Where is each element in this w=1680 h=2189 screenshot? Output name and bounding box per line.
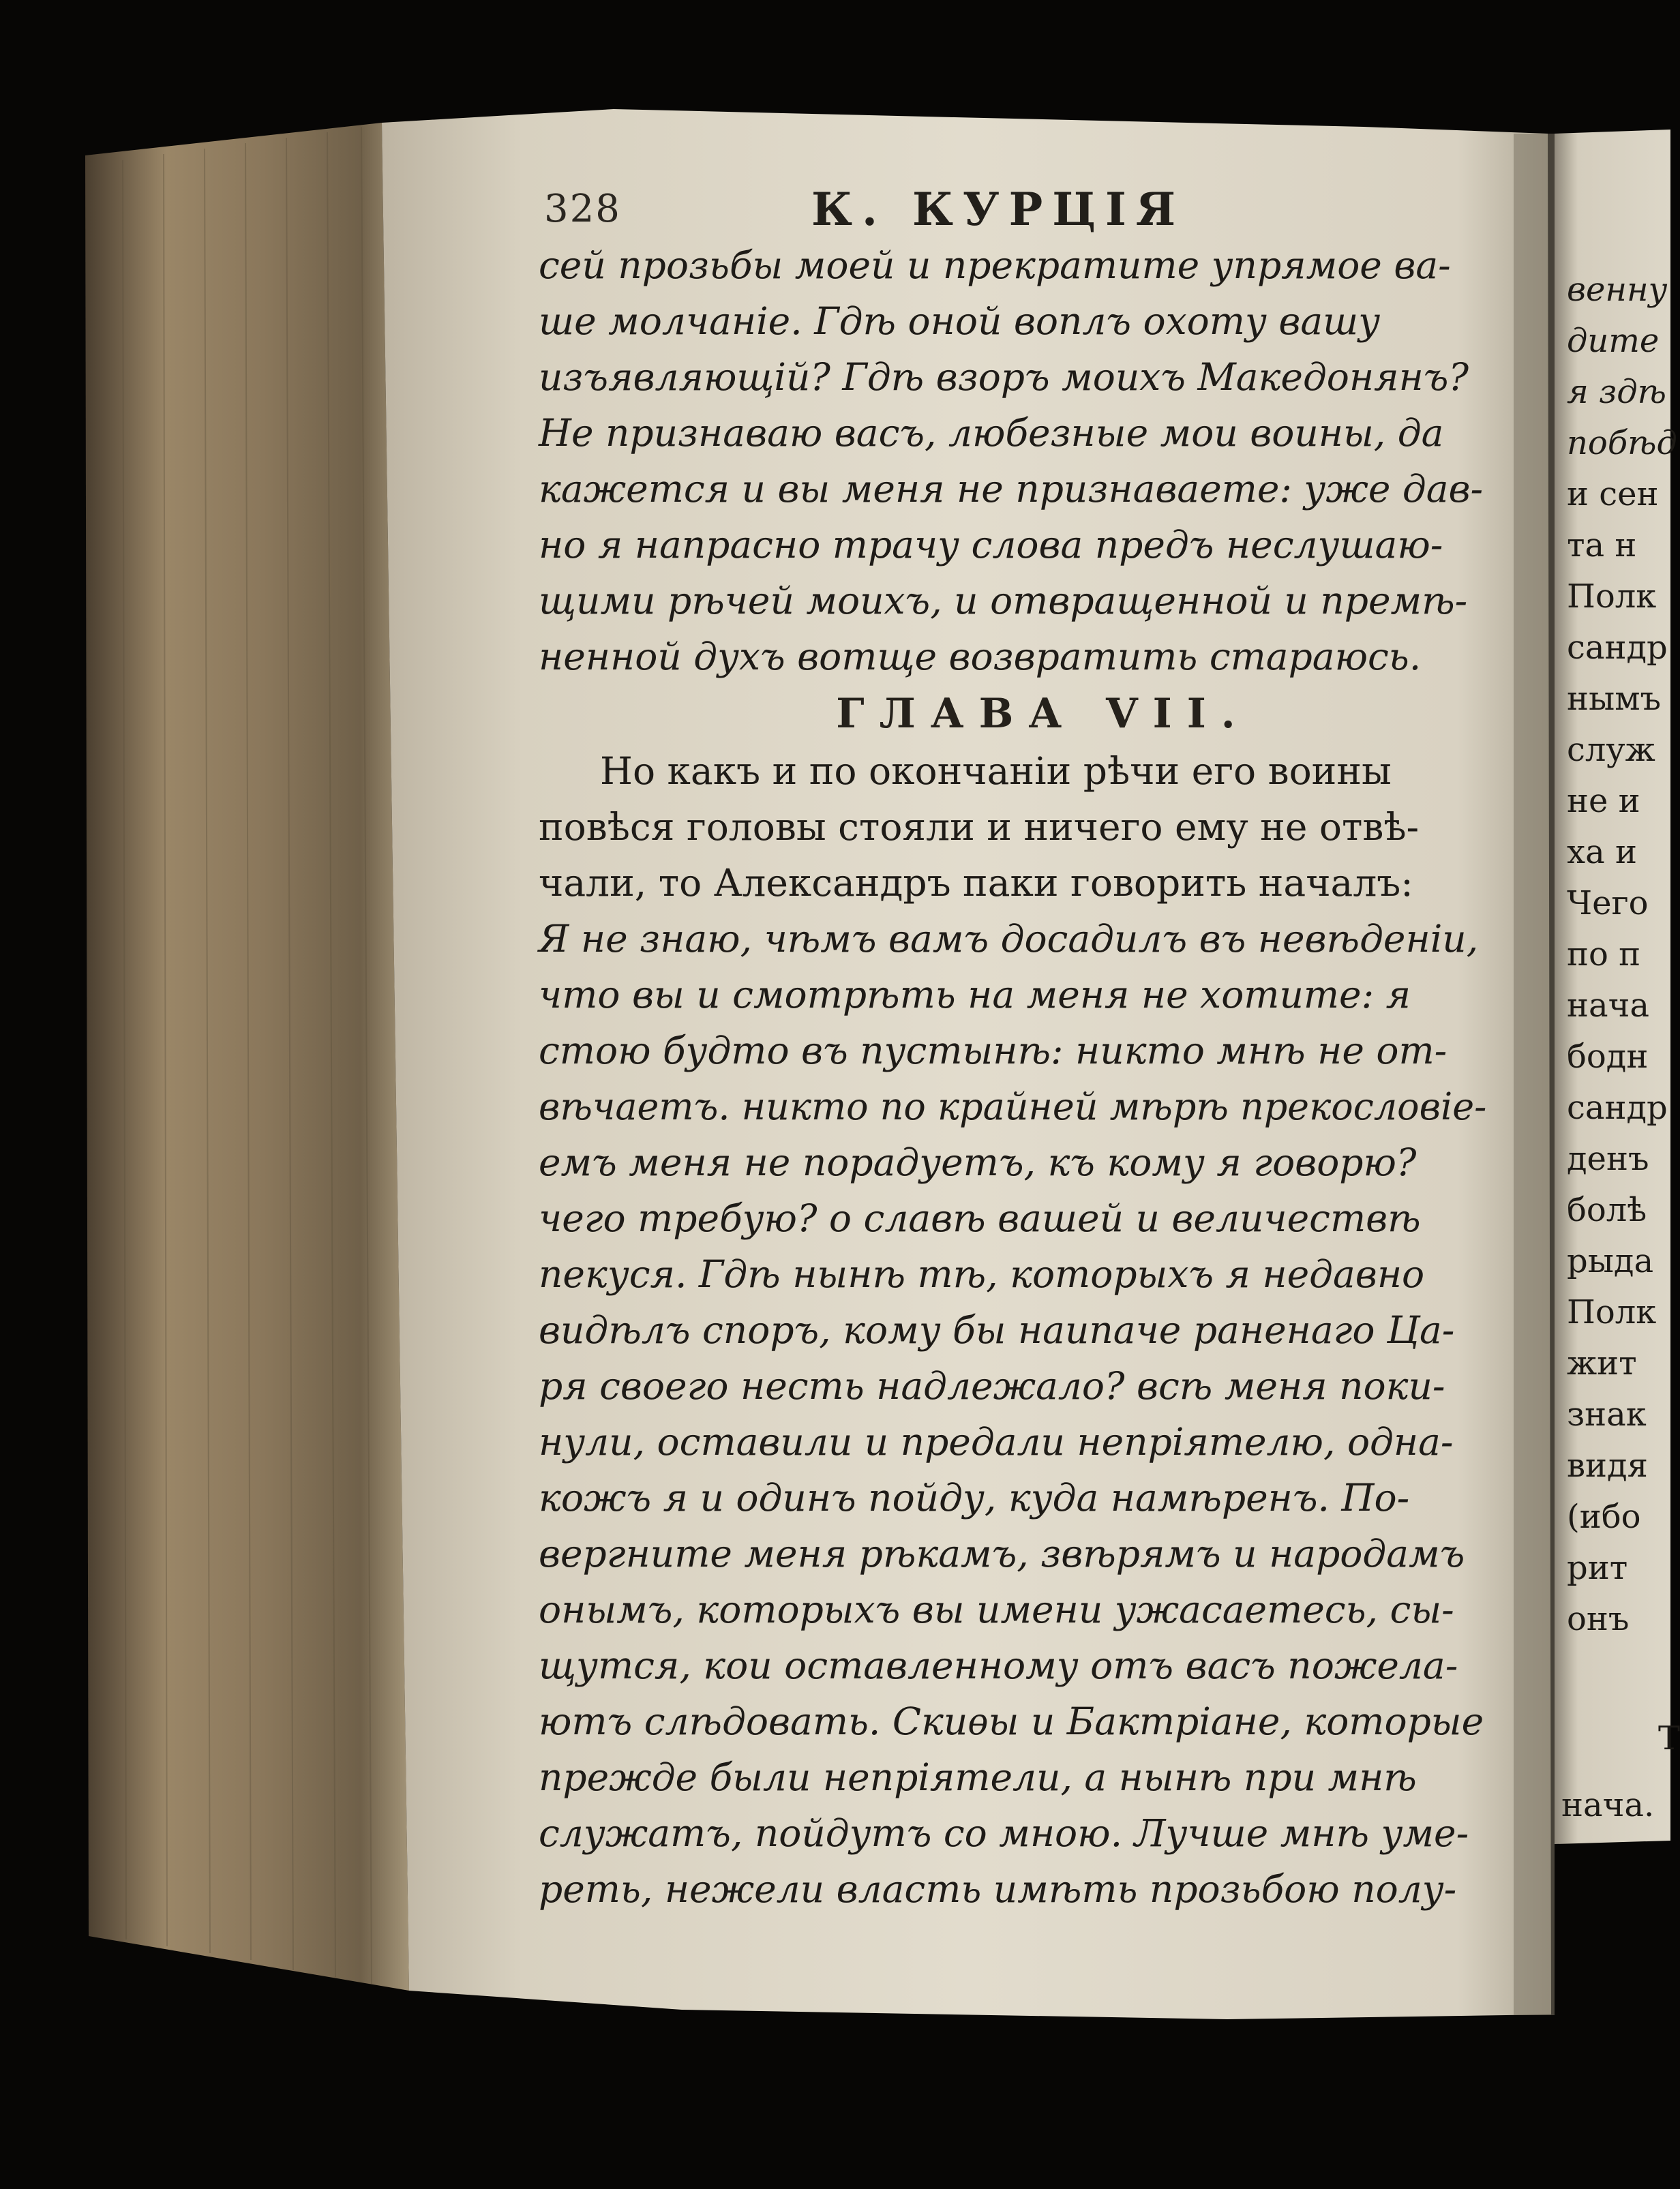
- text-line: прежде были непріятели, а нынѣ при мнѣ: [539, 1755, 1417, 1799]
- text-line: пекуся. Гдѣ нынѣ тѣ, которыхъ я недавно: [539, 1252, 1425, 1296]
- page-edges: [85, 123, 409, 1991]
- text-line: емъ меня не порадуетъ, къ кому я говорю?: [539, 1141, 1417, 1184]
- text-line: ютъ слѣдовать. Скиѳы и Бактріане, которые: [539, 1700, 1484, 1743]
- text-line: чали, то Александръ паки говорить началъ:: [539, 861, 1413, 905]
- right-page-line: сандр: [1567, 1089, 1668, 1127]
- right-page-line: Полк: [1567, 577, 1657, 616]
- right-page-line: побѣд: [1567, 424, 1677, 462]
- text-line: щутся, кои оставленному отъ васъ пожела-: [539, 1644, 1458, 1687]
- right-page-line: по п: [1567, 935, 1641, 973]
- text-line: Но какъ и по окончаніи рѣчи его воины: [600, 749, 1392, 793]
- text-block-before-chapter: [539, 237, 1486, 684]
- right-page-line: Чего: [1567, 884, 1649, 922]
- text-line: онымъ, которыхъ вы имени ужасаетесь, сы-: [539, 1588, 1454, 1631]
- right-page-line: сандр: [1567, 629, 1668, 667]
- chapter-heading: ГЛАВА VII.: [836, 690, 1250, 738]
- text-line: стою будто въ пустынѣ: никто мнѣ не от-: [539, 1029, 1448, 1072]
- text-line: служатъ, пойдутъ со мною. Лучше мнѣ уме-: [539, 1811, 1469, 1855]
- text-line: но я напрасно трачу слова предъ неслушаю-: [539, 523, 1443, 567]
- right-page-line: нача: [1567, 986, 1649, 1025]
- text-block-after-chapter: [539, 911, 1486, 1917]
- text-line: щими рѣчей моихъ, и отвращенной и премѣ-: [539, 579, 1468, 622]
- right-page-line: бодн: [1567, 1038, 1649, 1076]
- right-page-line: служ: [1567, 731, 1655, 769]
- right-page-line: дите: [1567, 322, 1660, 360]
- text-line: чего требую? о славѣ вашей и величествѣ: [539, 1196, 1421, 1240]
- right-page-line: видя: [1567, 1447, 1648, 1485]
- text-line: изъявляющій? Гдѣ взоръ моихъ Македонянъ?: [539, 355, 1469, 399]
- text-line: вергните меня рѣкамъ, звѣрямъ и народамъ: [539, 1532, 1465, 1575]
- text-line: нули, оставили и предали непріятелю, одна-: [539, 1420, 1454, 1464]
- right-page-line: венну: [1567, 271, 1668, 309]
- right-page-line: знак: [1567, 1395, 1647, 1434]
- left-page-text: [539, 183, 1486, 1917]
- right-page-line: и сен: [1567, 475, 1659, 513]
- running-title: К. КУРЦІЯ: [811, 183, 1186, 236]
- right-page-last-line: нача.: [1561, 1786, 1655, 1824]
- right-page-line: жит: [1567, 1344, 1637, 1383]
- right-page-stray-letter: Т: [1658, 1719, 1680, 1757]
- right-page-line: рит: [1567, 1549, 1628, 1587]
- right-page-line: Полк: [1567, 1293, 1657, 1331]
- running-head: [539, 183, 1486, 237]
- text-line: Не признаваю васъ, любезные мои воины, да: [539, 411, 1444, 455]
- right-page-text: [1567, 265, 1677, 1645]
- text-line: сей прозьбы моей и прекратите упрямое ва-: [539, 243, 1451, 287]
- text-block-roman: [539, 743, 1486, 911]
- right-page-line: ха и: [1567, 833, 1637, 871]
- right-page-line: (ибо: [1567, 1498, 1641, 1536]
- text-line: повѣся головы стояли и ничего ему не отвѣ-: [539, 805, 1420, 849]
- text-line: ше молчаніе. Гдѣ оной воплъ охоту вашу: [539, 299, 1381, 343]
- text-line: вѣчаетъ. никто по крайней мѣрѣ прекословіе-: [539, 1085, 1487, 1128]
- right-page-line: не и: [1567, 782, 1640, 820]
- right-page-line: нымъ: [1567, 680, 1662, 718]
- text-line: реть, нежели власть имѣть прозьбою полу-: [539, 1867, 1457, 1911]
- right-page-line: денъ: [1567, 1140, 1649, 1178]
- text-line: что вы и смотрѣть на меня не хотите: я: [539, 973, 1411, 1016]
- text-line: Я не знаю, чѣмъ вамъ досадилъ въ невѣденіи,: [539, 917, 1479, 961]
- text-line: видѣлъ споръ, кому бы наипаче раненаго Ца-: [539, 1308, 1455, 1352]
- right-page-line: онъ: [1567, 1600, 1630, 1638]
- right-page-line: я здѣ: [1567, 373, 1666, 411]
- right-page-line: рыда: [1567, 1242, 1654, 1280]
- text-line: кожъ я и одинъ пойду, куда намѣренъ. По-: [539, 1476, 1410, 1520]
- text-line: ненной духъ вотще возвратить стараюсь.: [539, 635, 1422, 678]
- text-line: кажется и вы меня не признаваете: уже дав-: [539, 467, 1484, 511]
- right-page-line: болѣ: [1567, 1191, 1647, 1229]
- right-page-line: та н: [1567, 526, 1637, 564]
- text-line: ря своего несть надлежало? всѣ меня поки-: [539, 1364, 1445, 1408]
- page-number: 328: [544, 187, 621, 231]
- gutter-shadow: [1514, 134, 1555, 2015]
